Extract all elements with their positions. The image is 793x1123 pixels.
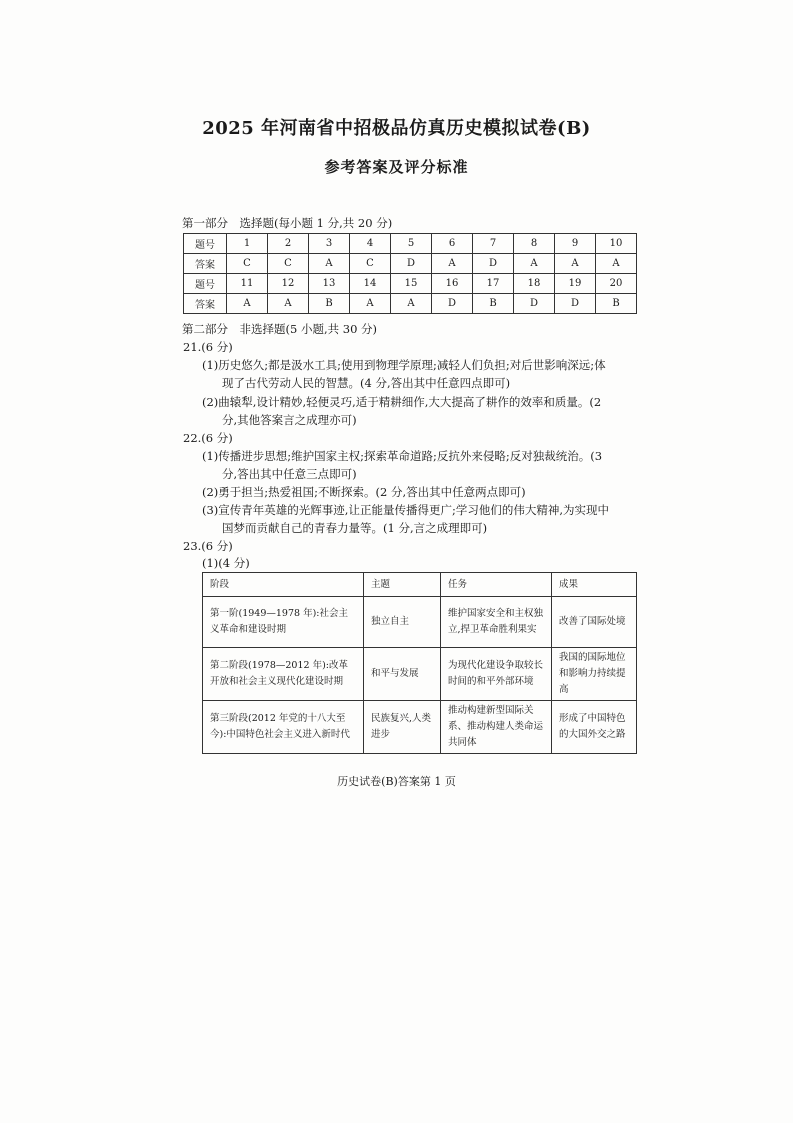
question-number-cell: 6 <box>432 234 473 254</box>
question-number-cell: 8 <box>514 234 555 254</box>
row-label: 答案 <box>184 294 227 314</box>
question-21-answer-2-line-1: (2)曲辕犁,设计精妙,轻便灵巧,适于精耕细作,大大提高了耕作的效率和质量。(2 <box>202 395 602 409</box>
question-number-cell: 5 <box>391 234 432 254</box>
question-number-cell: 17 <box>473 274 514 294</box>
column-header: 成果 <box>552 573 637 597</box>
question-number-cell: 16 <box>432 274 473 294</box>
answer-cell: A <box>268 294 309 314</box>
result-cell: 改善了国际处境 <box>552 597 637 648</box>
question-number-cell: 3 <box>309 234 350 254</box>
row-label: 题号 <box>184 274 227 294</box>
question-number-cell: 12 <box>268 274 309 294</box>
answer-cell: A <box>596 254 637 274</box>
answer-cell: B <box>309 294 350 314</box>
theme-cell: 和平与发展 <box>364 648 441 701</box>
question-number-cell: 1 <box>227 234 268 254</box>
question-21-answer-1-line-2: 现了古代劳动人民的智慧。(4 分,答出其中任意四点即可) <box>222 376 511 390</box>
question-number-cell: 14 <box>350 274 391 294</box>
stage-cell: 第一阶(1949—1978 年):社会主义革命和建设时期 <box>203 597 364 648</box>
part1-heading: 第一部分 选择题(每小题 1 分,共 20 分) <box>182 216 393 230</box>
question-22-answer-3-line-2: 国梦而贡献自己的青春力量等。(1 分,言之成理即可) <box>222 521 488 535</box>
answer-cell: C <box>350 254 391 274</box>
answer-cell: D <box>432 294 473 314</box>
question-number-cell: 15 <box>391 274 432 294</box>
stage-cell: 第二阶段(1978—2012 年):改革开放和社会主义现代化建设时期 <box>203 648 364 701</box>
question-22-answer-3-line-1: (3)宣传青年英雄的光辉事迹,让正能量传播得更广;学习他们的伟大精神,为实现中 <box>202 503 609 517</box>
question-21-answer-1-line-1: (1)历史悠久;都是汲水工具;使用到物理学原理;减轻人们负担;对后世影响深远;体 <box>202 358 606 372</box>
answer-cell: D <box>555 294 596 314</box>
answer-cell: A <box>514 254 555 274</box>
answer-cell: D <box>514 294 555 314</box>
question-22-answer-1-line-1: (1)传播进步思想;维护国家主权;探索革命道路;反抗外来侵略;反对独裁统治。(3 <box>202 449 603 463</box>
answer-cell: A <box>555 254 596 274</box>
question-number-cell: 2 <box>268 234 309 254</box>
theme-cell: 民族复兴,人类进步 <box>364 701 441 754</box>
column-header: 阶段 <box>203 573 364 597</box>
row-label: 答案 <box>184 254 227 274</box>
answer-cell: B <box>596 294 637 314</box>
question-number-cell: 9 <box>555 234 596 254</box>
answer-cell: A <box>350 294 391 314</box>
multiple-choice-answer-table <box>183 233 637 314</box>
column-header: 主题 <box>364 573 441 597</box>
question-21-answer-2-line-2: 分,其他答案言之成理亦可) <box>222 413 357 427</box>
question-22-answer-2: (2)勇于担当;热爱祖国;不断探索。(2 分,答出其中任意两点即可) <box>202 485 526 499</box>
page-footer: 历史试卷(B)答案第 1 页 <box>337 775 456 788</box>
task-cell: 为现代化建设争取较长时间的和平外部环境 <box>441 648 552 701</box>
table-row <box>203 597 637 648</box>
answer-cell: A <box>432 254 473 274</box>
table-row <box>203 701 637 754</box>
answer-cell: B <box>473 294 514 314</box>
result-cell: 我国的国际地位和影响力持续提高 <box>552 648 637 701</box>
answer-cell: A <box>391 294 432 314</box>
theme-cell: 独立自主 <box>364 597 441 648</box>
question-number-cell: 10 <box>596 234 637 254</box>
part2-heading: 第二部分 非选择题(5 小题,共 30 分) <box>182 322 378 336</box>
question-number-cell: 20 <box>596 274 637 294</box>
question-number-cell: 7 <box>473 234 514 254</box>
question-22-number: 22.(6 分) <box>183 431 233 445</box>
answer-cell: A <box>309 254 350 274</box>
column-header: 任务 <box>441 573 552 597</box>
table-header-row <box>203 573 637 597</box>
answer-cell: A <box>227 294 268 314</box>
question-21-number: 21.(6 分) <box>183 340 233 354</box>
table-row <box>184 254 637 274</box>
question-23-sub-1: (1)(4 分) <box>202 556 250 570</box>
table-row <box>203 648 637 701</box>
stage-cell: 第三阶段(2012 年党的十八大至今):中国特色社会主义进入新时代 <box>203 701 364 754</box>
table-row <box>184 274 637 294</box>
answer-cell: C <box>227 254 268 274</box>
document-subtitle: 参考答案及评分标准 <box>324 158 469 176</box>
table-row <box>184 234 637 254</box>
question-23-number: 23.(6 分) <box>183 539 233 553</box>
answer-cell: C <box>268 254 309 274</box>
row-label: 题号 <box>184 234 227 254</box>
question-number-cell: 13 <box>309 274 350 294</box>
answer-cell: D <box>473 254 514 274</box>
answer-cell: D <box>391 254 432 274</box>
document-title: 2025 年河南省中招极品仿真历史模拟试卷(B) <box>202 118 591 139</box>
question-number-cell: 11 <box>227 274 268 294</box>
task-cell: 维护国家安全和主权独立,捍卫革命胜利果实 <box>441 597 552 648</box>
diplomacy-stages-table <box>202 572 637 754</box>
result-cell: 形成了中国特色的大国外交之路 <box>552 701 637 754</box>
question-number-cell: 18 <box>514 274 555 294</box>
question-22-answer-1-line-2: 分,答出其中任意三点即可) <box>222 467 357 481</box>
task-cell: 推动构建新型国际关系、推动构建人类命运共同体 <box>441 701 552 754</box>
question-number-cell: 19 <box>555 274 596 294</box>
table-row <box>184 294 637 314</box>
question-number-cell: 4 <box>350 234 391 254</box>
